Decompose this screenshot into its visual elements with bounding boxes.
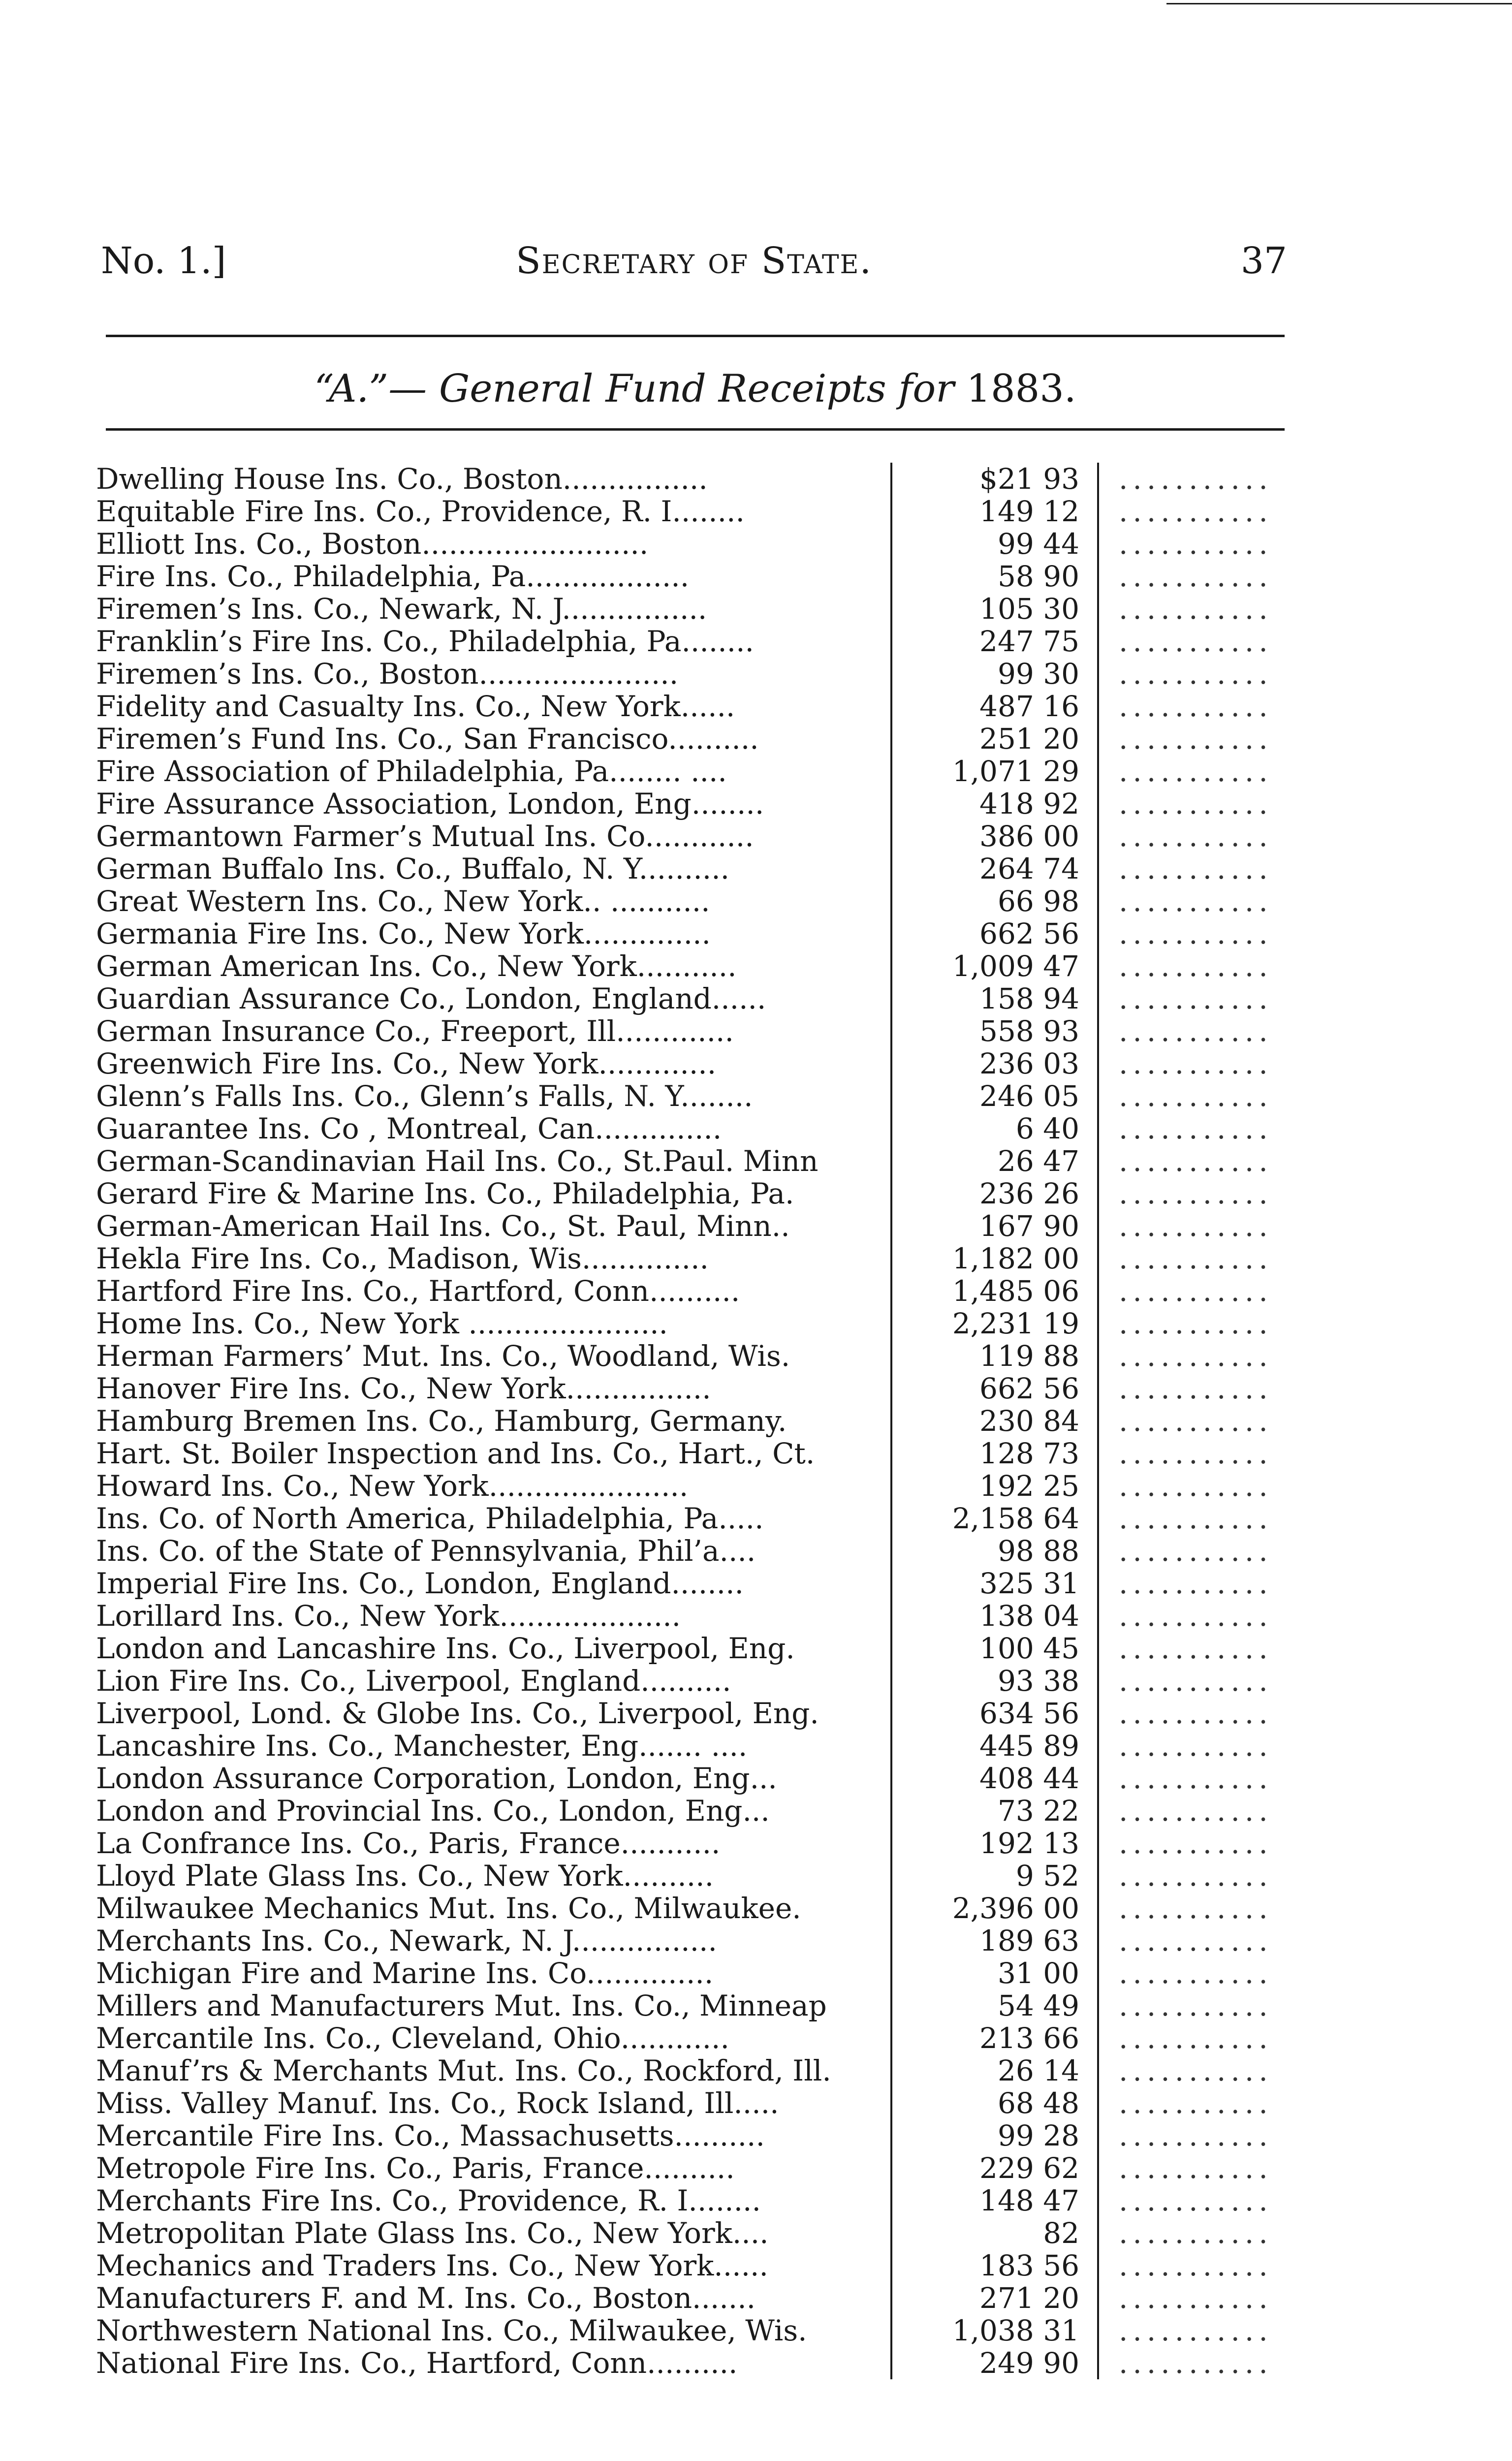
table-row <box>96 463 1338 495</box>
blank-column-leader: ........... <box>1119 820 1273 852</box>
company-name: Elliott Ins. Co., Boston......................... <box>96 528 891 560</box>
receipt-amount: 99 44 <box>891 528 1098 560</box>
table-row <box>96 528 1338 560</box>
blank-column-leader: ........... <box>1119 1307 1273 1340</box>
receipt-amount: 167 90 <box>891 1210 1098 1242</box>
company-name: Guardian Assurance Co., London, England...... <box>96 982 891 1015</box>
table-row <box>96 1632 1338 1665</box>
company-name: Hamburg Bremen Ins. Co., Hamburg, Germany. <box>96 1405 891 1437</box>
company-name: Home Ins. Co., New York ...................... <box>96 1307 891 1340</box>
table-row <box>96 2314 1338 2347</box>
company-name: Northwestern National Ins. Co., Milwaukee, Wis. <box>96 2314 891 2347</box>
table-row <box>96 1697 1338 1730</box>
company-name: German-American Hail Ins. Co., St. Paul, Minn.. <box>96 1210 891 1242</box>
receipt-amount: 105 30 <box>891 593 1098 625</box>
blank-column-leader: ........... <box>1119 2054 1273 2087</box>
company-name: Manuf’rs & Merchants Mut. Ins. Co., Rockford, Ill. <box>96 2054 891 2087</box>
blank-column-leader: ........... <box>1119 1730 1273 1762</box>
receipt-amount: 9 52 <box>891 1860 1098 1892</box>
receipts-table-body <box>96 463 1338 2379</box>
receipt-amount: 93 38 <box>891 1665 1098 1697</box>
table-row <box>96 2022 1338 2054</box>
table-title <box>106 362 1285 416</box>
table-row <box>96 2152 1338 2184</box>
blank-column-leader: ........... <box>1119 917 1273 950</box>
receipt-amount: 247 75 <box>891 625 1098 658</box>
table-row <box>96 1112 1338 1145</box>
receipt-amount: 230 84 <box>891 1405 1098 1437</box>
table-row <box>96 1405 1338 1437</box>
company-name: Guarantee Ins. Co , Montreal, Can.............. <box>96 1112 891 1145</box>
table-row <box>96 658 1338 690</box>
table-row <box>96 788 1338 820</box>
company-name: German Insurance Co., Freeport, Ill............. <box>96 1015 891 1047</box>
receipt-amount: 68 48 <box>891 2087 1098 2119</box>
receipt-amount: 183 56 <box>891 2249 1098 2282</box>
receipt-amount: 100 45 <box>891 1632 1098 1665</box>
company-name: La Confrance Ins. Co., Paris, France........... <box>96 1827 891 1860</box>
receipt-amount: 418 92 <box>891 788 1098 820</box>
receipt-amount: 408 44 <box>891 1762 1098 1795</box>
company-name: Liverpool, Lond. & Globe Ins. Co., Liverpool, Eng. <box>96 1697 891 1730</box>
table-row <box>96 982 1338 1015</box>
blank-column-leader: ........... <box>1119 2282 1273 2314</box>
table-row <box>96 723 1338 755</box>
company-name: Gerard Fire & Marine Ins. Co., Philadelphia, Pa. <box>96 1177 891 1210</box>
receipt-amount: 149 12 <box>891 495 1098 528</box>
blank-column-leader: ........... <box>1119 1535 1273 1567</box>
blank-column-leader: ........... <box>1119 495 1273 528</box>
company-name: Michigan Fire and Marine Ins. Co.............. <box>96 1957 891 1989</box>
receipt-amount: 128 73 <box>891 1437 1098 1470</box>
receipt-amount: 236 03 <box>891 1047 1098 1080</box>
company-name: National Fire Ins. Co., Hartford, Conn.......... <box>96 2347 891 2379</box>
table-row <box>96 593 1338 625</box>
table-row <box>96 1925 1338 1957</box>
table-row <box>96 1437 1338 1470</box>
company-name: Mercantile Fire Ins. Co., Massachusetts.......... <box>96 2119 891 2152</box>
receipt-amount: 2,231 19 <box>891 1307 1098 1340</box>
receipt-amount: 2,158 64 <box>891 1502 1098 1535</box>
receipt-amount: 325 31 <box>891 1567 1098 1600</box>
company-name: German American Ins. Co., New York........... <box>96 950 891 982</box>
blank-column-leader: ........... <box>1119 723 1273 755</box>
blank-column-leader: ........... <box>1119 593 1273 625</box>
receipt-amount: 31 00 <box>891 1957 1098 1989</box>
company-name: Metropole Fire Ins. Co., Paris, France.......... <box>96 2152 891 2184</box>
company-name: Great Western Ins. Co., New York.. ........... <box>96 885 891 917</box>
blank-column-leader: ........... <box>1119 2022 1273 2054</box>
receipt-amount: 119 88 <box>891 1340 1098 1372</box>
receipt-amount: 189 63 <box>891 1925 1098 1957</box>
blank-column-leader: ........... <box>1119 1047 1273 1080</box>
table-row <box>96 2217 1338 2249</box>
receipt-amount: 251 20 <box>891 723 1098 755</box>
table-row <box>96 1470 1338 1502</box>
receipt-amount: 236 26 <box>891 1177 1098 1210</box>
company-name: London and Lancashire Ins. Co., Liverpool, Eng. <box>96 1632 891 1665</box>
table-row <box>96 755 1338 788</box>
receipt-amount: 6 40 <box>891 1112 1098 1145</box>
company-name: Lorillard Ins. Co., New York.................... <box>96 1600 891 1632</box>
company-name: Hartford Fire Ins. Co., Hartford, Conn.......... <box>96 1275 891 1307</box>
blank-column-leader: ........... <box>1119 2249 1273 2282</box>
table-row <box>96 1535 1338 1567</box>
table-row <box>96 2249 1338 2282</box>
company-name: Lancashire Ins. Co., Manchester, Eng....... .... <box>96 1730 891 1762</box>
blank-column-leader: ........... <box>1119 1470 1273 1502</box>
company-name: Metropolitan Plate Glass Ins. Co., New York.... <box>96 2217 891 2249</box>
blank-column-leader: ........... <box>1119 1567 1273 1600</box>
table-row <box>96 1242 1338 1275</box>
company-name: Fire Ins. Co., Philadelphia, Pa.................. <box>96 560 891 593</box>
company-name: Firemen’s Ins. Co., Boston...................... <box>96 658 891 690</box>
receipt-amount: 192 13 <box>891 1827 1098 1860</box>
table-row <box>96 2184 1338 2217</box>
table-row <box>96 495 1338 528</box>
table-row <box>96 1665 1338 1697</box>
blank-column-leader: ........... <box>1119 1665 1273 1697</box>
table-row <box>96 2347 1338 2379</box>
company-name: Ins. Co. of the State of Pennsylvania, Phil’a.... <box>96 1535 891 1567</box>
table-row <box>96 1145 1338 1177</box>
blank-column-leader: ........... <box>1119 625 1273 658</box>
blank-column-leader: ........... <box>1119 1242 1273 1275</box>
table-row <box>96 1080 1338 1112</box>
table-row <box>96 2119 1338 2152</box>
receipt-amount: 99 30 <box>891 658 1098 690</box>
blank-column-leader: ........... <box>1119 1600 1273 1632</box>
table-title-year: 1883. <box>966 367 1076 411</box>
receipt-amount: 58 90 <box>891 560 1098 593</box>
blank-column-leader: ........... <box>1119 755 1273 788</box>
table-row <box>96 2087 1338 2119</box>
table-row <box>96 1730 1338 1762</box>
table-row <box>96 1795 1338 1827</box>
company-name: Hanover Fire Ins. Co., New York................ <box>96 1372 891 1405</box>
receipt-amount: 148 47 <box>891 2184 1098 2217</box>
blank-column-leader: ........... <box>1119 1697 1273 1730</box>
blank-column-leader: ........... <box>1119 1112 1273 1145</box>
receipt-amount: 386 00 <box>891 820 1098 852</box>
company-name: Mechanics and Traders Ins. Co., New York...... <box>96 2249 891 2282</box>
table-row <box>96 1047 1338 1080</box>
table-row <box>96 820 1338 852</box>
company-name: German Buffalo Ins. Co., Buffalo, N. Y.......... <box>96 852 891 885</box>
table-row <box>96 2282 1338 2314</box>
blank-column-leader: ........... <box>1119 1502 1273 1535</box>
company-name: Glenn’s Falls Ins. Co., Glenn’s Falls, N. Y........ <box>96 1080 891 1112</box>
blank-column-leader: ........... <box>1119 1340 1273 1372</box>
receipt-amount: 1,038 31 <box>891 2314 1098 2347</box>
blank-column-leader: ........... <box>1119 885 1273 917</box>
receipt-amount: 634 56 <box>891 1697 1098 1730</box>
company-name: Fire Assurance Association, London, Eng........ <box>96 788 891 820</box>
receipt-amount: 229 62 <box>891 2152 1098 2184</box>
company-name: Dwelling House Ins. Co., Boston................ <box>96 463 891 495</box>
table-row <box>96 1502 1338 1535</box>
company-name: London and Provincial Ins. Co., London, Eng... <box>96 1795 891 1827</box>
company-name: Hart. St. Boiler Inspection and Ins. Co., Hart., Ct. <box>96 1437 891 1470</box>
blank-column-leader: ........... <box>1119 1177 1273 1210</box>
company-name: Imperial Fire Ins. Co., London, England........ <box>96 1567 891 1600</box>
blank-column-leader: ........... <box>1119 1275 1273 1307</box>
blank-column-leader: ........... <box>1119 982 1273 1015</box>
blank-column-leader: ........... <box>1119 1632 1273 1665</box>
table-row <box>96 1340 1338 1372</box>
blank-column-leader: ........... <box>1119 2314 1273 2347</box>
company-name: Fire Association of Philadelphia, Pa........ .... <box>96 755 891 788</box>
table-row <box>96 1827 1338 1860</box>
company-name: Miss. Valley Manuf. Ins. Co., Rock Island, Ill..... <box>96 2087 891 2119</box>
receipt-amount: 2,396 00 <box>891 1892 1098 1925</box>
blank-column-leader: ........... <box>1119 1080 1273 1112</box>
receipt-amount: 138 04 <box>891 1600 1098 1632</box>
table-row <box>96 1957 1338 1989</box>
receipt-amount: 26 14 <box>891 2054 1098 2087</box>
receipt-amount: 213 66 <box>891 2022 1098 2054</box>
table-row <box>96 1989 1338 2022</box>
receipt-amount: 662 56 <box>891 917 1098 950</box>
receipt-amount: 445 89 <box>891 1730 1098 1762</box>
table-row <box>96 1762 1338 1795</box>
receipt-amount: 249 90 <box>891 2347 1098 2379</box>
receipt-amount: 264 74 <box>891 852 1098 885</box>
document-number: No. 1.] <box>101 240 226 282</box>
table-row <box>96 1307 1338 1340</box>
receipt-amount: 558 93 <box>891 1015 1098 1047</box>
blank-column-leader: ........... <box>1119 1827 1273 1860</box>
receipt-amount: 82 <box>891 2217 1098 2249</box>
blank-column-leader: ........... <box>1119 1925 1273 1957</box>
blank-column-leader: ........... <box>1119 2347 1273 2379</box>
company-name: Germantown Farmer’s Mutual Ins. Co............ <box>96 820 891 852</box>
receipt-amount: 662 56 <box>891 1372 1098 1405</box>
blank-column-leader: ........... <box>1119 1145 1273 1177</box>
table-row <box>96 1567 1338 1600</box>
blank-column-leader: ........... <box>1119 950 1273 982</box>
company-name: Merchants Fire Ins. Co., Providence, R. I........ <box>96 2184 891 2217</box>
company-name: Lloyd Plate Glass Ins. Co., New York.......... <box>96 1860 891 1892</box>
corner-rule <box>1166 3 1512 4</box>
receipt-amount: $21 93 <box>891 463 1098 495</box>
receipts-table <box>96 463 1338 2379</box>
table-row <box>96 1210 1338 1242</box>
blank-column-leader: ........... <box>1119 1892 1273 1925</box>
company-name: London Assurance Corporation, London, Eng... <box>96 1762 891 1795</box>
company-name: Fidelity and Casualty Ins. Co., New York...... <box>96 690 891 723</box>
company-name: Equitable Fire Ins. Co., Providence, R. I........ <box>96 495 891 528</box>
table-row <box>96 1892 1338 1925</box>
blank-column-leader: ........... <box>1119 560 1273 593</box>
running-title: Secretary of State. <box>516 240 872 282</box>
company-name: German-Scandinavian Hail Ins. Co., St.Paul. Minn <box>96 1145 891 1177</box>
table-row <box>96 1600 1338 1632</box>
company-name: Hekla Fire Ins. Co., Madison, Wis.............. <box>96 1242 891 1275</box>
table-row <box>96 950 1338 982</box>
company-name: Firemen’s Ins. Co., Newark, N. J................ <box>96 593 891 625</box>
table-title-text: “A.”— General Fund Receipts for <box>314 367 954 411</box>
blank-column-leader: ........... <box>1119 788 1273 820</box>
receipt-amount: 1,009 47 <box>891 950 1098 982</box>
table-row <box>96 1860 1338 1892</box>
receipt-amount: 487 16 <box>891 690 1098 723</box>
blank-column-leader: ........... <box>1119 1437 1273 1470</box>
blank-column-leader: ........... <box>1119 2184 1273 2217</box>
table-row <box>96 885 1338 917</box>
company-name: Mercantile Ins. Co., Cleveland, Ohio............ <box>96 2022 891 2054</box>
table-row <box>96 560 1338 593</box>
page-number: 37 <box>1240 240 1287 282</box>
table-row <box>96 690 1338 723</box>
company-name: Greenwich Fire Ins. Co., New York............. <box>96 1047 891 1080</box>
company-name: Herman Farmers’ Mut. Ins. Co., Woodland, Wis. <box>96 1340 891 1372</box>
company-name: Firemen’s Fund Ins. Co., San Francisco.......... <box>96 723 891 755</box>
table-row <box>96 625 1338 658</box>
blank-column-leader: ........... <box>1119 2217 1273 2249</box>
table-row <box>96 852 1338 885</box>
blank-column-leader: ........... <box>1119 690 1273 723</box>
blank-column-leader: ........... <box>1119 1860 1273 1892</box>
table-row <box>96 2054 1338 2087</box>
blank-column-leader: ........... <box>1119 1762 1273 1795</box>
blank-column-leader: ........... <box>1119 852 1273 885</box>
receipt-amount: 1,485 06 <box>891 1275 1098 1307</box>
company-name: Lion Fire Ins. Co., Liverpool, England.......... <box>96 1665 891 1697</box>
receipt-amount: 1,182 00 <box>891 1242 1098 1275</box>
company-name: Franklin’s Fire Ins. Co., Philadelphia, Pa........ <box>96 625 891 658</box>
running-head <box>101 231 1287 290</box>
blank-column-leader: ........... <box>1119 2152 1273 2184</box>
table-row <box>96 1372 1338 1405</box>
company-name: Manufacturers F. and M. Ins. Co., Boston....... <box>96 2282 891 2314</box>
receipt-amount: 271 20 <box>891 2282 1098 2314</box>
company-name: Millers and Manufacturers Mut. Ins. Co., Minneap <box>96 1989 891 2022</box>
receipt-amount: 73 22 <box>891 1795 1098 1827</box>
table-row <box>96 1015 1338 1047</box>
blank-column-leader: ........... <box>1119 1957 1273 1989</box>
table-row <box>96 917 1338 950</box>
receipt-amount: 26 47 <box>891 1145 1098 1177</box>
company-name: Ins. Co. of North America, Philadelphia, Pa..... <box>96 1502 891 1535</box>
blank-column-leader: ........... <box>1119 2087 1273 2119</box>
table-top-rule <box>106 428 1285 431</box>
receipt-amount: 158 94 <box>891 982 1098 1015</box>
company-name: Merchants Ins. Co., Newark, N. J................ <box>96 1925 891 1957</box>
company-name: Milwaukee Mechanics Mut. Ins. Co., Milwaukee. <box>96 1892 891 1925</box>
receipt-amount: 246 05 <box>891 1080 1098 1112</box>
blank-column-leader: ........... <box>1119 528 1273 560</box>
receipt-amount: 1,071 29 <box>891 755 1098 788</box>
blank-column-leader: ........... <box>1119 1795 1273 1827</box>
blank-column-leader: ........... <box>1119 1405 1273 1437</box>
blank-column-leader: ........... <box>1119 1989 1273 2022</box>
blank-column-leader: ........... <box>1119 1015 1273 1047</box>
company-name: Howard Ins. Co., New York...................... <box>96 1470 891 1502</box>
receipt-amount: 98 88 <box>891 1535 1098 1567</box>
receipt-amount: 66 98 <box>891 885 1098 917</box>
table-row <box>96 1275 1338 1307</box>
blank-column-leader: ........... <box>1119 658 1273 690</box>
company-name: Germania Fire Ins. Co., New York.............. <box>96 917 891 950</box>
receipt-amount: 54 49 <box>891 1989 1098 2022</box>
blank-column-leader: ........... <box>1119 1372 1273 1405</box>
blank-column-leader: ........... <box>1119 1210 1273 1242</box>
receipt-amount: 192 25 <box>891 1470 1098 1502</box>
blank-column-leader: ........... <box>1119 2119 1273 2152</box>
blank-column-leader: ........... <box>1119 463 1273 495</box>
table-row <box>96 1177 1338 1210</box>
top-rule <box>106 335 1285 337</box>
receipt-amount: 99 28 <box>891 2119 1098 2152</box>
